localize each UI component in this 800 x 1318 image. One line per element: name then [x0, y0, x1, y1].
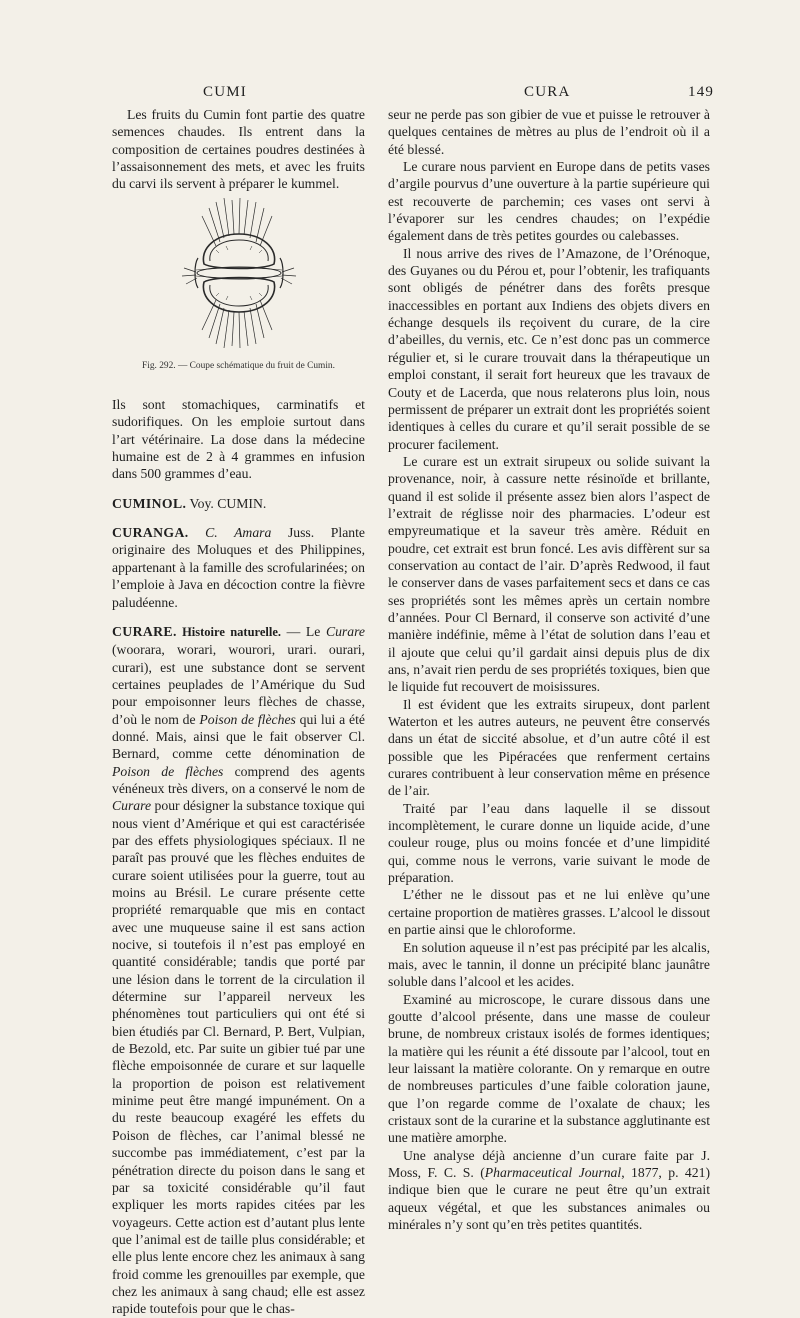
entry-text-cuminol: Voy. CUMIN.	[186, 495, 267, 511]
entry-curare	[112, 623, 365, 1318]
journal-title: Pharmaceutical Journal	[484, 1164, 622, 1180]
curare-text-2: (woorara, worari, wourori, urari. ourari, curari), est une substance dont se servent certaines peuplades de l’Amérique du Sud pour empoisonner leurs flèches de chasse, d’où le nom de	[112, 642, 365, 727]
running-head-center: CURA	[524, 84, 571, 100]
curare-text-1: — Le	[281, 623, 326, 639]
paragraph: Traité par l’eau dans laquelle il se dissout incomplètement, le curare donne un liquide acide, d’une couleur rouge, plus ou moins foncée et d’une limpidité qui, comme nous le verrons, varie suivant le mode de préparation.	[388, 800, 710, 886]
paragraph: En solution aqueuse il n’est pas précipité par les alcalis, mais, avec le tannin, il donne un précipité blanc jaunâtre soluble dans l’alcool et les acides.	[388, 939, 710, 990]
cumin-properties-paragraph: Ils sont stomachiques, carminatifs et sudorifiques. On les emploie surtout dans l’art vétérinaire. La dose dans la médecine humaine est de 2 à 4 grammes en infusion dans 500 grammes d’eau.	[112, 397, 365, 482]
paragraph: Il est évident que les extraits sirupeux, dont parlent Waterton et les autres auteurs, ne peuvent être conservés dans un état de siccité absolue, et d’un autre côté il est possible que les Pipéracées que renferment certains curares contribuent à leur conservation même en présence de l’air.	[388, 696, 710, 799]
curare-text-3: qui lui a été donné. Mais, ainsi que le fait observer Cl. Bernard, comme cette dénomination de	[112, 711, 365, 762]
entry-text-curanga: Plante originaire des Moluques et des Philippines, appartenant à la famille des scrofularinées; on l’emploie à Java en décoction contre la fièvre paludéenne.	[112, 525, 365, 610]
entry-cuminol	[112, 495, 365, 512]
figure-292	[112, 198, 365, 375]
paragraph: Le curare nous parvient en Europe dans de petits vases d’argile pourvus d’une ouverture à la partie supérieure qui est recouverte de parchemin; ces vases ont servi à l’évaporer sur les cendres chaudes; on l’expédie également dans de très petites gourdes ou calebasses.	[388, 159, 710, 244]
entry-term-curare: CURARE.	[112, 623, 177, 639]
left-column	[112, 106, 365, 1318]
entry-term-cuminol: CUMINOL.	[112, 495, 187, 511]
paragraph: Le curare est un extrait sirupeux ou solide suivant la provenance, noir, à cassure nette résinoïde et brillante, quand il est solide il présente assez bien alors l’aspect de l’extrait de réglisse noir des pharmacies. L’odeur est empyreumatique et la saveur très amère. Réduit en poudre, cet extrait est brun foncé. Les avis diffèrent sur sa conservation au contact de l’air. D’après Redwood, il faut le conserver dans de vases parfaitement secs et dans ce cas ses propriétés sont les mêmes après un certain nombre d’années. Pour Cl Bernard, il conserve son activité d’une manière indéfinie, même à l’état de solution dans l’eau et il ajoute que celui qu’il gardait ainsi depuis plus de dix ans, n’avait rien perdu de ses propriétés toxiques, bien que le liquide fut recouvert de moisissures.	[388, 453, 710, 695]
paragraph: L’éther ne le dissout pas et ne lui enlève qu’une certaine proportion de matières grasses. L’alcool le dissout en partie ainsi que le chloroforme.	[388, 887, 710, 938]
curare-text-5: pour désigner la substance toxique qui nous vient d’Amérique et qui est caractérisée par des effets physiologiques spéciaux. Il ne paraît pas prouvé que les flèches enduites de curare soient utilisées pour la guerre, tout au moins au Brésil. Le curare présente cette propriété remarquable que mis en contact avec une muqueuse saine il est sans action nocive, si toutefois il n’est pas employé en quantité considérable; tandis que porté par une lésion dans le torrent de la circulation il détermine sur l’appareil nerveux les phénomènes tout particuliers qui ont été si bien étudiés par Cl. Bernard, P. Bert, Vulpian, de Bezold, etc. Par suite un gibier tué par une flèche empoisonnée de curare et sur laquelle la proportion de poison est relativement minime peut être mangé impunément. On a du reste beaucoup exagéré les effets du Poison de flèches, car l’animal blessé ne succombe pas immédiatement, c’est par la pénétration directe du poison dans le sang et par sa toxicité considérable qu’il faut expliquer les morts rapides citées par les voyageurs. Cette action est d’autant plus lente que l’animal est de taille plus considérable; et elle plus lente encore chez les animaux à sang froid comme les grenouilles par exemple, que chez les animaux à sang chaud; elle est assez rapide toutefois pour que le chas-	[112, 798, 365, 1317]
paragraph	[388, 1147, 710, 1234]
entry-term-curanga: CURANGA.	[112, 525, 189, 541]
page-number: 149	[688, 84, 715, 100]
curare-italic-3: Poison de flèches	[112, 763, 224, 779]
analysis-text-2: , 1877, p. 421) indique bien que le curare ne peut être qu’un extrait aqueux végétal, et que les substances animales ou minérales n’y sont qu’en très petites quantités.	[388, 1164, 711, 1232]
curare-section-heading: Histoire naturelle.	[176, 624, 282, 639]
entry-curanga	[112, 524, 365, 611]
cumin-fruit-cross-section-illustration	[164, 198, 314, 348]
curare-italic-2: Poison de flèches	[199, 711, 296, 727]
paragraph-continuation: seur ne perde pas son gibier de vue et puisse le retrouver à quelques centaines de mètres au plus de l’endroit où il a été blessé.	[388, 107, 710, 157]
curare-text-4: comprend des agents vénéneux très divers, on a conservé le nom de	[112, 763, 365, 796]
figure-caption: Fig. 292. — Coupe schématique du fruit de Cumin.	[142, 360, 335, 371]
curanga-author: Juss.	[271, 525, 315, 541]
running-head-left: CUMI	[203, 84, 247, 100]
right-column	[388, 106, 710, 1233]
paragraph: Il nous arrive des rives de l’Amazone, de l’Orénoque, des Guyanes ou du Pérou et, pour l’obtenir, les trafiquants sont obligés de pénétrer dans des forêts presque inaccessibles en portant aux Indiens des objets divers en échange desquels ils reçoivent du curare, de la cire d’abeilles, du vernis, etc. Ce n’est donc pas un commerce régulier et, si le curare trouvait dans la thérapeutique un emploi constant, il serait fort heureux que les travaux de Couty et de Lacerda, que nous relaterons plus loin, nous permissent de préparer un extrait dont les propriétés soient identiques à celles du curare et qu’il serait possible de se procurer facilement.	[388, 245, 710, 452]
curare-italic-4: Curare	[112, 798, 152, 814]
paragraph: Examiné au microscope, le curare dissous dans une goutte d’alcool présente, dans une masse de couleur brune, de nombreux cristaux isolés de formes identiques; la matière qui les réunit a été dissoute par l’alcool, tout en leur laissant la matière colorante. On y remarque en outre de nombreuses particules d’une faible coloration jaune, que l’on regarde comme de l’oxalate de chaux; les cristaux sont de la curarine et la substance agglutinante est une matière amorphe.	[388, 991, 710, 1146]
curanga-species: C. Amara	[188, 525, 272, 541]
cumin-intro-paragraph: Les fruits du Cumin font partie des quatre semences chaudes. Ils entrent dans la composition de certaines poudres destinées à l’assaisonnement des mets, et avec les fruits du carvi ils servent à préparer le kummel.	[112, 107, 365, 192]
curare-italic-1: Curare	[325, 623, 365, 639]
analysis-text-1: Une analyse déjà ancienne d’un curare faite par J. Moss, F. C. S. (	[388, 1147, 710, 1180]
